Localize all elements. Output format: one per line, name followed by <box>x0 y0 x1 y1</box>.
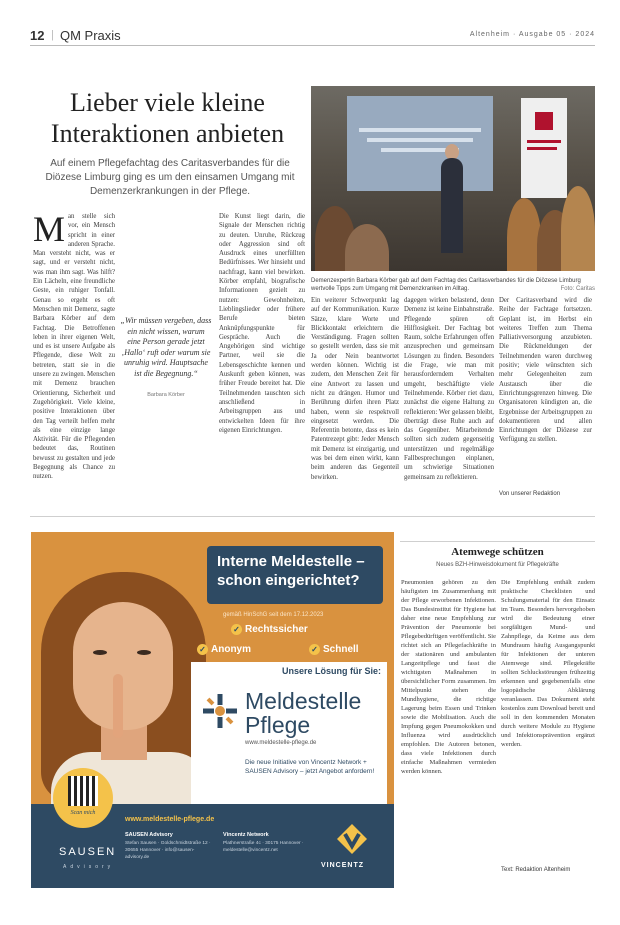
article-lead: Auf einem Pflegefachtag des Caritasverbandes für die Diözese Limburg ging es um den einsamen Umgang mit Demenzerkrankungen in der Pflege. <box>45 158 295 197</box>
ad-person-finger <box>113 674 123 738</box>
article-column-1: Man stelle sich vor, ein Mensch spricht in einer anderen Sprache. Man versteht nicht, was er sagt, und er versteht nicht, was man ihm sagt. Was hilft? Ein Lächeln, eine freundliche Geste, ein ruhiger Tonfall. Genau so ergeht es oft Menschen mit Demenz, sagte Barbara Körber auf dem Fachtag. Die Betroffenen leben in ihrer eigenen Welt, und es ist unsere Aufgabe als Pflegende, diese Welt zu betreten, statt sie in die unsere zu zwingen. Menschen mit Demenz brauchen Orientierung, Sicherheit und Zugehörigkeit. Viele kleine, positive Interaktionen über den Tag verteilt helfen mehr als eine einzige lange Aktivität. Für die Pflegenden bedeutet das, Routinen bewusst zu gestalten und jede Begegnung als Chance zu nutzen. <box>33 212 115 481</box>
article-column-3: Ein weiterer Schwerpunkt lag auf der Kommunikation. Kurze Sätze, klare Worte und Blickkontakt erleichtern die Verständigung. Fragen sollten so gestellt werden, dass sie mit Ja oder Nein beantwortet werden können. Wichtig ist zudem, den Menschen Zeit für eine Antwort zu lassen und nicht zu drängen. Humor und Berührung dürfen ihren Platz haben, wenn sie respektvoll eingesetzt werden. Die Referentin betonte, dass es kein Patentrezept gibt: Jeder Mensch mit Demenz ist einzigartig, und was bei dem einen wirkt, kann beim anderen das Gegenteil bewirken. <box>311 297 399 481</box>
checkmark-icon: ✓ <box>231 624 242 635</box>
article-headline: Lieber viele kleine Interaktionen anbieten <box>50 88 285 148</box>
ad-check-rechtssicher: ✓ Rechtssicher <box>231 624 308 635</box>
ad-footer-address-1: Stefan Sausen · Goldschmidtstraße 12 · 30655 Hannover · info@sausen-advisory.de <box>125 841 211 860</box>
article-column-5: Der Caritasverband wird die Reihe der Fachtage fortsetzen. Geplant ist, im Herbst ein weiteres Treffen zum Thema Palliativversorgung anzubieten. Die Rückmeldungen der Teilnehmenden waren durchweg positiv; viele wünschten sich mehr Gelegenheiten zum Austausch über die Einrichtungsgrenzen hinweg. Die Organisatoren kündigten an, die Ergebnisse der Arbeitsgruppen zu dokumentieren und allen Einrichtungen der Diözese zur Verfügung zu stellen. <box>499 297 592 444</box>
ad-subtitle: Unsere Lösung für Sie: <box>281 666 381 676</box>
checkmark-icon: ✓ <box>197 644 208 655</box>
ad-body-text: Die neue Initiative von Vincentz Network + SAUSEN Advisory – jetzt Angebot anfordern! <box>245 759 375 775</box>
photo-caption: Demenzexpertin Barbara Körber gab auf dem Fachtag des Caritasverbandes für die Diözese Limburg wertvolle Tipps zum Umgang mit Demenzkranken im Alltag. Foto: Caritas <box>311 278 595 292</box>
caritas-logo-icon <box>535 112 553 130</box>
pull-quote-source: Barbara Körber <box>147 392 185 398</box>
ad-person-eye <box>137 650 151 655</box>
ad-brand-line-2: Pflege <box>245 712 311 738</box>
ad-footer-company-2: Vincentz Network <box>223 832 269 838</box>
article-column-4: dagegen wirken belastend, denn Demenz ist keine Einbahnstraße. Pflegende spüren oft Hilflosigkeit. Der Fachtag bot Raum, solche Erfahrungen offen anzusprechen und gemeinsam Lösungen zu finden. Besonders die Frage, wie man mit herausforderndem Verhalten umgeht, beschäftigte viele Teilnehmende. Körber riet dazu, zunächst die eigene Haltung zu reflektieren: Wer gelassen bleibt, überträgt diese Ruhe auch auf das Gegenüber. Mitarbeitende sollten sich zudem gegenseitig unterstützen und regelmäßige Fallbesprechungen einplanen, um schwierige Situationen gemeinsam zu reflektieren. <box>404 297 494 481</box>
section-title: QM Praxis <box>60 28 121 43</box>
ad-footer-address-2: Plathnerstraße 4c · 30175 Hannover · meldestelle@vincentz.net <box>223 841 304 853</box>
sidebar-column-1: Pneumonien gehören zu den häufigsten im Zusammenhang mit der Pflege erworbenen Infektionen. Das Bundesinstitut für Hygiene hat daher eine neue Empfehlung zur Prävention der Pneumonie bei Pflegebedürftigen veröffentlicht. Sie richtet sich an Pflegefachkräfte in der stationären und ambulanten Langzeitpflege und fasst die wichtigsten Maßnahmen in übersichtlicher Form zusammen. Im Mittelpunkt stehen die Mundhygiene, die richtige Lagerung beim Essen und Trinken sowie die Mobilisation. Auch die Impfung gegen Pneumokokken und Influenza wird ausdrücklich empfohlen. Die Autoren betonen, dass viele Infektionen durch einfache Maßnahmen vermieden werden können. <box>401 579 496 775</box>
ad-person-face <box>73 602 173 730</box>
ad-title: Interne Meldestelle – schon eingerichtet? <box>217 553 365 589</box>
ad-check-anonym: ✓ Anonym <box>197 644 251 655</box>
roll-up-banner <box>521 98 567 198</box>
vincentz-logo-icon <box>335 822 369 856</box>
page-number: 12 <box>30 28 45 43</box>
article-author: Von unserer Redaktion <box>499 491 561 497</box>
ad-brand-line-1: Meldestelle <box>245 688 362 714</box>
ad-check-schnell: ✓ Schnell <box>309 644 359 655</box>
drop-cap: M <box>33 212 66 249</box>
header-separator: | <box>51 29 54 41</box>
sidebar-article-subtitle: Neues BZH-Hinweisdokument für Pflegekräfte <box>436 562 559 568</box>
advertisement[interactable] <box>31 532 394 888</box>
qr-code-icon[interactable] <box>68 776 98 806</box>
sidebar-rule <box>400 541 595 542</box>
qr-label: Scan mich <box>70 810 96 816</box>
page-header <box>30 26 595 46</box>
vincentz-logo-text: VINCENTZ <box>321 862 364 869</box>
presenter <box>441 158 463 253</box>
sidebar-credit: Text: Redaktion Altenheim <box>501 867 571 873</box>
ad-date-note: gemäß HinSchG seit dem 17.12.2023 <box>223 612 324 618</box>
sidebar-article-title: Atemwege schützen <box>451 546 544 558</box>
sausen-logo-sub: Advisory <box>63 864 115 870</box>
sausen-logo: SAUSEN <box>59 846 117 858</box>
ad-footer-url[interactable]: www.meldestelle-pflege.de <box>125 816 215 823</box>
ad-person-eye <box>93 650 107 655</box>
sidebar-column-2: Die Empfehlung enthält zudem praktische Checklisten und Schulungsmaterial für den Einsatz im Team. Besonders hervorgehoben wird die Bedeutung einer sorgfältigen Mund- und Zahnpflege, da Keime aus dem Mundraum häufig Ausgangspunkt für Infektionen der unteren Atemwege sind. Pflegekräfte sollten Schluckstörungen frühzeitig erkennen und gegebenenfalls eine logopädische Abklärung veranlassen. Das Dokument steht kostenlos zum Download bereit und soll in den kommenden Monaten durch weitere Module zu Hygiene und Infektionsprävention ergänzt werden. <box>501 579 595 748</box>
article-column-2: Die Kunst liegt darin, die Signale der Menschen richtig zu deuten. Unruhe, Rückzug oder Aggression sind oft Ausdruck eines unerfüllten Bedürfnisses. Wer hinsieht und nachfragt, kann viel bewirken. Körber empfahl, biografische Informationen gezielt zu nutzen: Gewohnheiten, Lieblingslieder oder frühere Berufe bieten Anknüpfungspunkte für Gespräche. Auch die Angehörigen sind wichtige Partner, weil sie die Lebensgeschichte kennen und Auskunft geben können, was früher Freude bereitet hat. Die Teilnehmenden tauschten sich anschließend in Arbeitsgruppen aus und entwickelten Ideen für ihre eigenen Einrichtungen. <box>219 213 305 434</box>
ad-brand-url[interactable]: www.meldestelle-pflege.de <box>245 740 317 746</box>
projection-screen <box>347 96 493 191</box>
meldestelle-logo-icon <box>201 692 239 730</box>
pull-quote: „Wir müssen vergeben, dass ein nicht wissen, warum eine Person gerade jetzt ‚Hallo‘ ruft oder warum sie unruhig wird. Hauptsache ist die Begegnung.“ <box>120 316 212 378</box>
section-divider <box>30 516 595 517</box>
photo-credit: Foto: Caritas <box>560 286 595 292</box>
checkmark-icon: ✓ <box>309 644 320 655</box>
article-photo <box>311 86 595 271</box>
issue-info: Altenheim · Ausgabe 05 · 2024 <box>469 31 595 38</box>
ad-footer-company-1: SAUSEN Advisory <box>125 832 173 838</box>
